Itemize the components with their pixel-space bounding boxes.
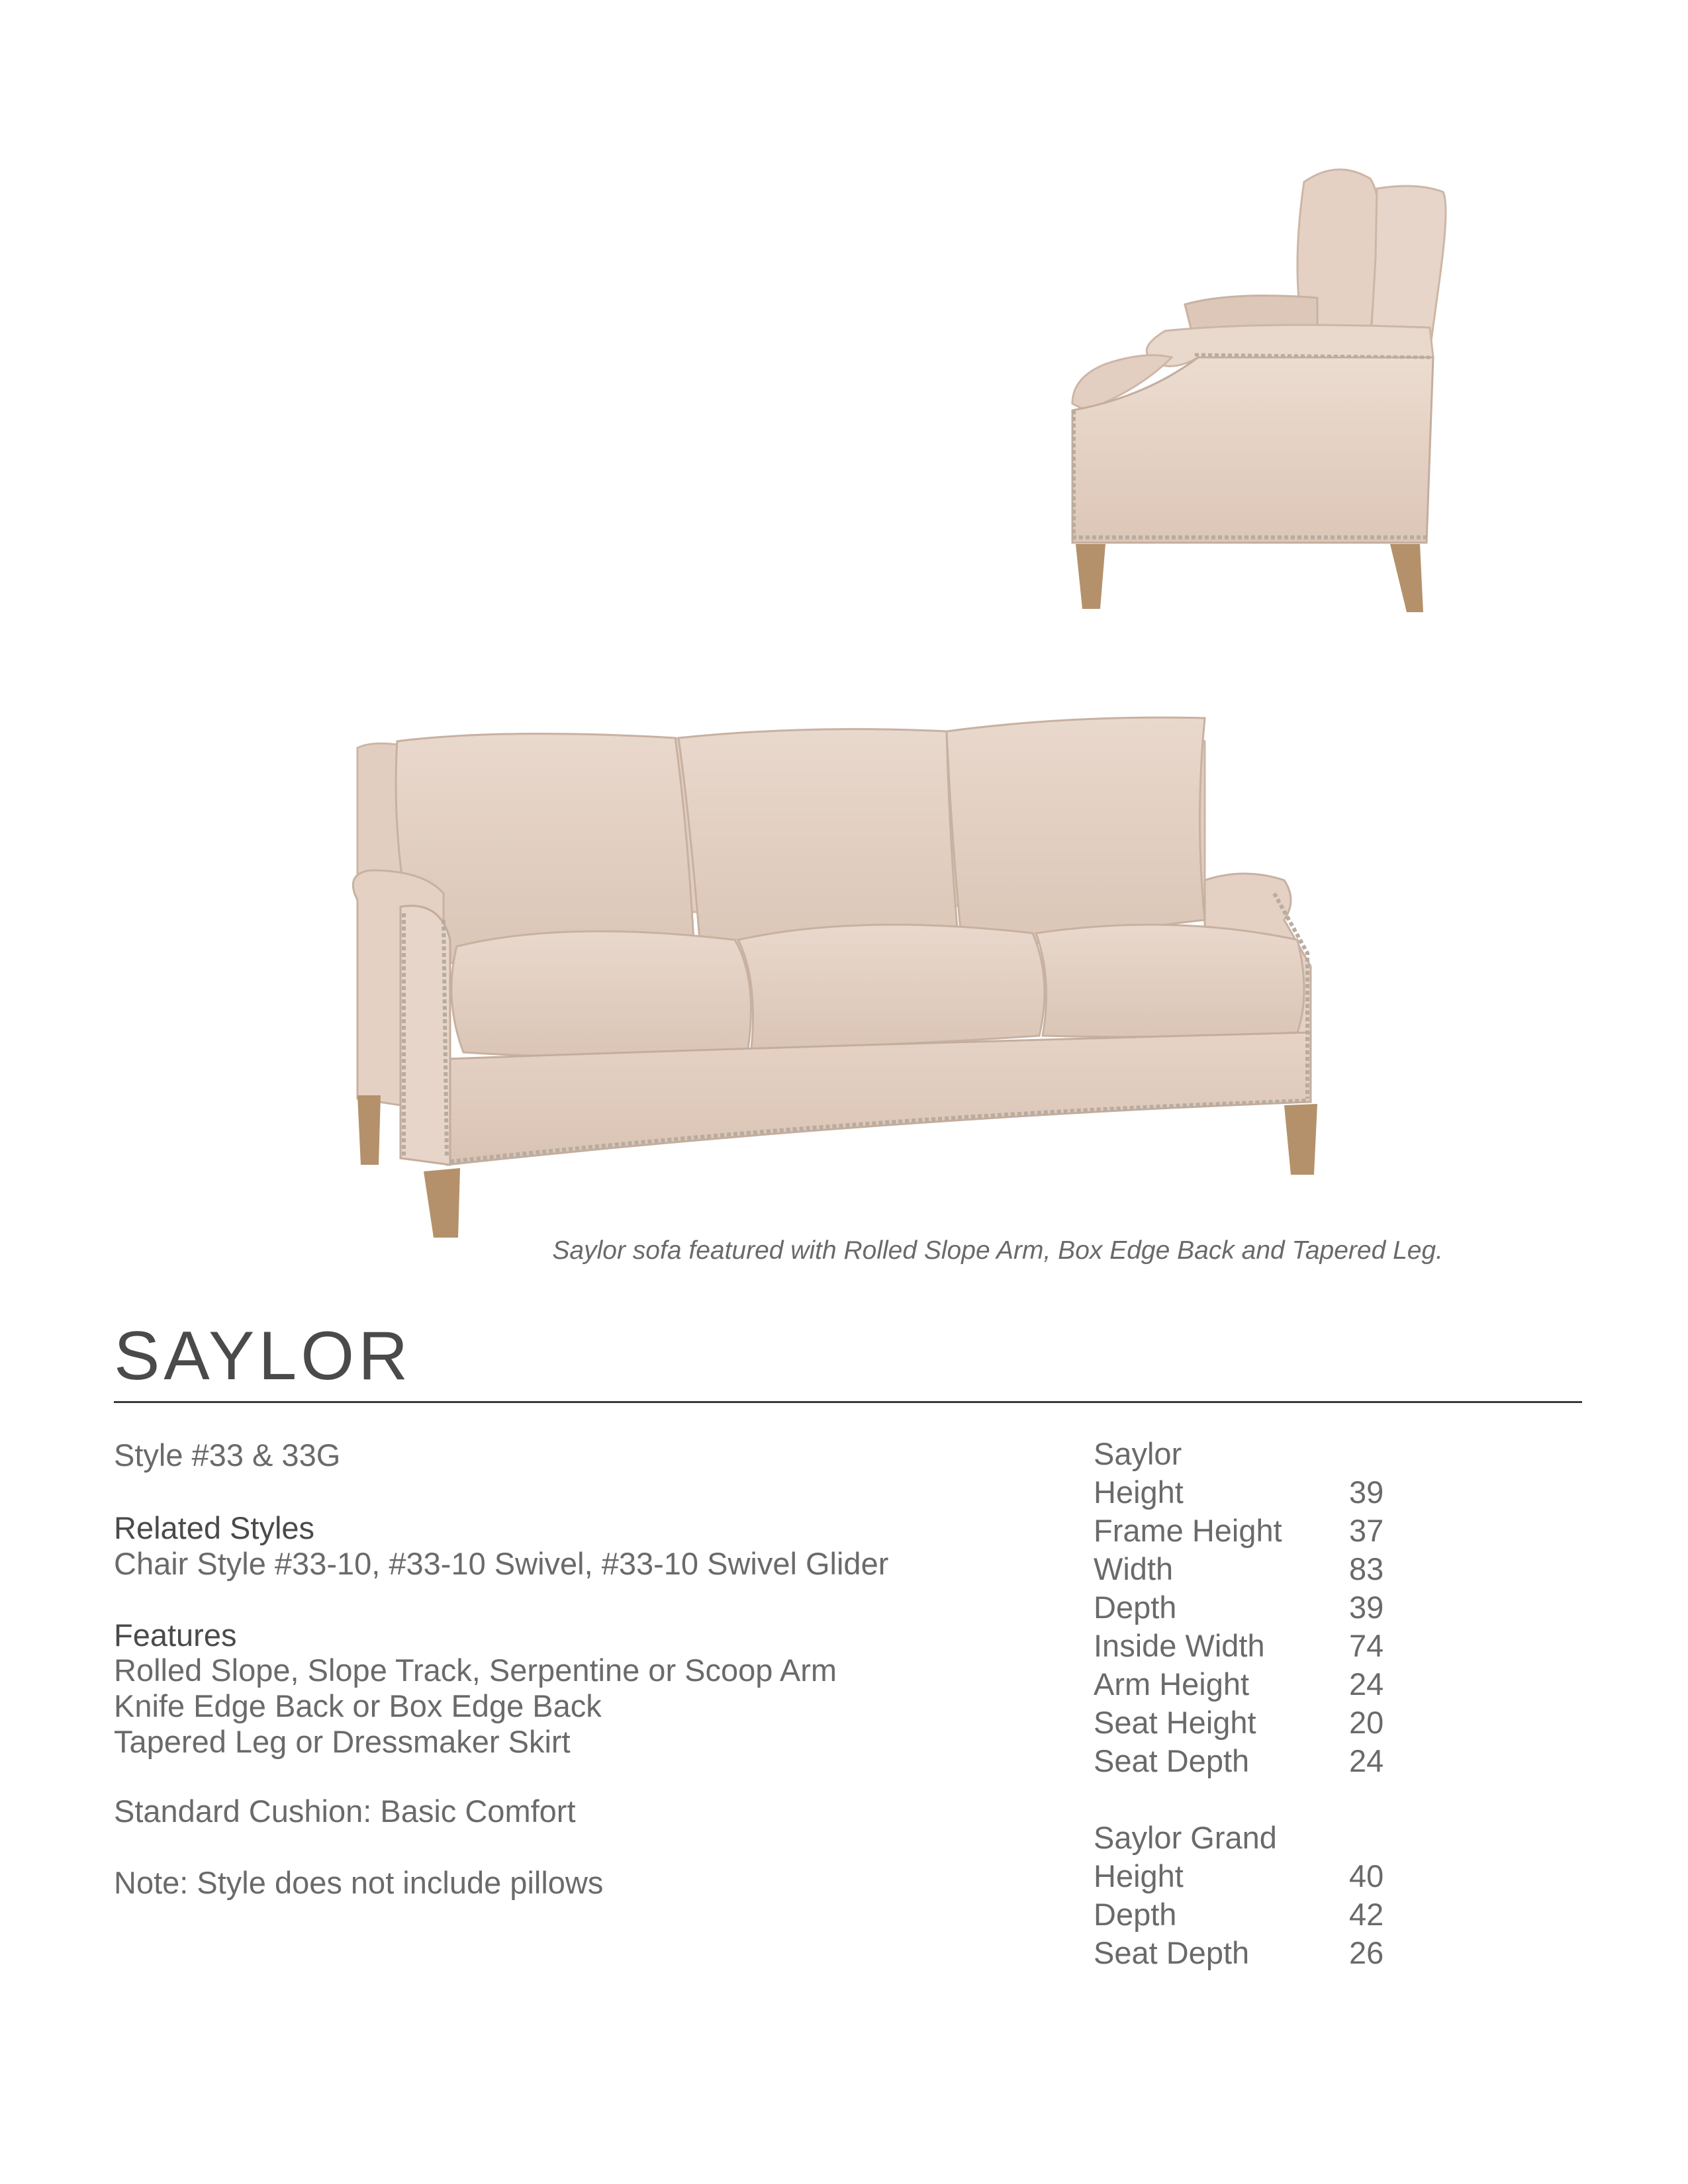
spec-value: 24 bbox=[1349, 1743, 1384, 1778]
spec-value: 37 bbox=[1349, 1513, 1384, 1548]
spec-label: Width bbox=[1094, 1551, 1174, 1586]
feature-item: Rolled Slope, Slope Track, Serpentine or Scoop Arm bbox=[114, 1653, 837, 1688]
title-divider bbox=[114, 1401, 1582, 1403]
spec-label: Height bbox=[1094, 1475, 1184, 1510]
related-styles-heading: Related Styles bbox=[114, 1510, 315, 1545]
spec-label: Depth bbox=[1094, 1590, 1177, 1625]
spec-title: Saylor bbox=[1094, 1436, 1182, 1471]
standard-cushion: Standard Cushion: Basic Comfort bbox=[114, 1794, 576, 1829]
spec-row bbox=[1094, 1627, 1438, 1665]
spec-value: 39 bbox=[1349, 1475, 1384, 1510]
spec-label: Seat Depth bbox=[1094, 1935, 1250, 1970]
spec-row bbox=[1094, 1588, 1438, 1627]
spec-row bbox=[1094, 1857, 1438, 1895]
feature-item: Tapered Leg or Dressmaker Skirt bbox=[114, 1724, 571, 1759]
spec-title: Saylor Grand bbox=[1094, 1820, 1277, 1855]
spec-label: Depth bbox=[1094, 1897, 1177, 1932]
pillow-note: Note: Style does not include pillows bbox=[114, 1865, 604, 1900]
spec-row bbox=[1094, 1665, 1438, 1704]
product-title: SAYLOR bbox=[114, 1318, 412, 1394]
spec-label: Arm Height bbox=[1094, 1666, 1250, 1702]
related-styles-text: Chair Style #33-10, #33-10 Swivel, #33-10 Swivel Glider bbox=[114, 1546, 889, 1581]
spec-label: Seat Depth bbox=[1094, 1743, 1250, 1778]
spec-value: 74 bbox=[1349, 1628, 1384, 1663]
spec-value: 40 bbox=[1349, 1858, 1384, 1893]
spec-value: 83 bbox=[1349, 1551, 1384, 1586]
spec-label: Frame Height bbox=[1094, 1513, 1282, 1548]
spec-label: Inside Width bbox=[1094, 1628, 1265, 1663]
spec-row bbox=[1094, 1934, 1438, 1972]
spec-value: 42 bbox=[1349, 1897, 1384, 1932]
image-caption: Saylor sofa featured with Rolled Slope Arm, Box Edge Back and Tapered Leg. bbox=[552, 1236, 1443, 1265]
sofa-side-view-image bbox=[1059, 159, 1542, 622]
style-number: Style #33 & 33G bbox=[114, 1437, 341, 1473]
features-list bbox=[114, 1653, 1041, 1760]
sofa-front-view-image bbox=[344, 702, 1377, 1251]
features-heading: Features bbox=[114, 1617, 237, 1653]
spec-value: 20 bbox=[1349, 1705, 1384, 1740]
spec-row bbox=[1094, 1895, 1438, 1934]
spec-row bbox=[1094, 1742, 1438, 1780]
saylor-dimensions bbox=[1094, 1435, 1438, 1780]
spec-row bbox=[1094, 1473, 1438, 1512]
spec-row bbox=[1094, 1704, 1438, 1742]
spec-row bbox=[1094, 1512, 1438, 1550]
spec-value: 26 bbox=[1349, 1935, 1384, 1970]
saylor-grand-dimensions bbox=[1094, 1819, 1438, 1972]
spec-row bbox=[1094, 1550, 1438, 1588]
spec-label: Seat Height bbox=[1094, 1705, 1256, 1740]
spec-label: Height bbox=[1094, 1858, 1184, 1893]
spec-value: 39 bbox=[1349, 1590, 1384, 1625]
spec-value: 24 bbox=[1349, 1666, 1384, 1702]
feature-item: Knife Edge Back or Box Edge Back bbox=[114, 1688, 602, 1723]
